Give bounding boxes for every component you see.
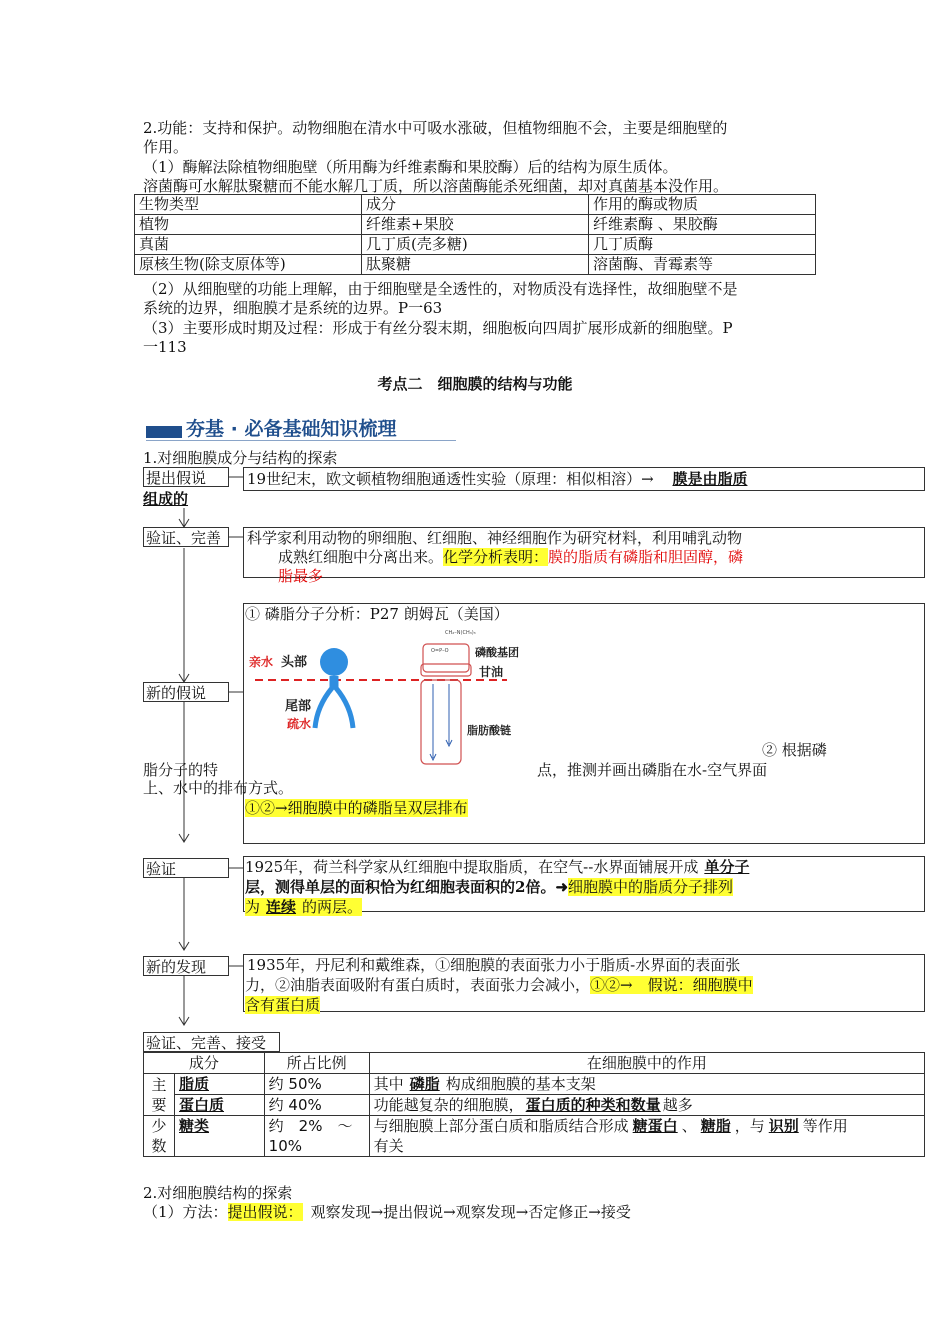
exp1935-line2: 力，②油脂表面吸附有蛋白质时，表面张力会减小，①②→ 假说：细胞膜中 bbox=[245, 976, 753, 994]
phospholipid-line3a: 脂分子的特 bbox=[143, 761, 219, 779]
phospholipid-conclusion: ①②→细胞膜中的磷脂呈双层排布 bbox=[245, 799, 468, 817]
exp1925-line2: 层，测得单层的面积恰为红细胞表面积的2倍。➜细胞膜中的脂质分子排列 bbox=[245, 878, 734, 896]
method-line: （1）方法：提出假说： 观察发现→提出假说→观察发现→否定修正→接受 bbox=[143, 1203, 631, 1221]
table-header: 在细胞膜中的作用 bbox=[369, 1053, 924, 1074]
table-cell: 肽聚糖 bbox=[362, 255, 589, 275]
table-header: 成分 bbox=[362, 195, 589, 215]
phospholipid-head bbox=[320, 648, 348, 676]
flow-label-new-finding: 新的发现 bbox=[143, 956, 229, 976]
table-cell: 原核生物(除支原体等) bbox=[135, 255, 362, 275]
formula-phosphate: O=P–O bbox=[431, 648, 449, 654]
membrane-composition-table bbox=[143, 1052, 925, 1157]
answer-lipid-cont: 组成的 bbox=[143, 490, 189, 508]
subsection2-title: 2.对细胞膜结构的探索 bbox=[143, 1184, 293, 1202]
label-phosphate: 磷酸基团 bbox=[475, 646, 519, 659]
table-row: 脂质 bbox=[175, 1074, 265, 1095]
table-header: 成分 bbox=[144, 1053, 265, 1074]
table-row: 蛋白质 bbox=[175, 1095, 265, 1116]
table-cell: 功能越复杂的细胞膜， 蛋白质的种类和数量 越多 bbox=[369, 1095, 924, 1116]
flow-label-new-hypothesis: 新的假说 bbox=[143, 682, 229, 702]
paragraph-function-cont: 作用。 bbox=[143, 138, 189, 156]
phospholipid-tail-left bbox=[315, 676, 332, 728]
group-minor: 少数 bbox=[144, 1116, 175, 1157]
section-title: 考点二 细胞膜的结构与功能 bbox=[377, 375, 573, 393]
table-cell: 真菌 bbox=[135, 235, 362, 255]
exp1925-line3: 为 连续 的两层。 bbox=[245, 898, 363, 916]
glycerol-box bbox=[421, 664, 471, 676]
formula-choline: CH₂–N(CH₃)₃ bbox=[445, 630, 476, 636]
table-cell: 几丁质(壳多糖) bbox=[362, 235, 589, 255]
paragraph-formation-cont: 一113 bbox=[143, 338, 187, 356]
label-tail: 尾部 bbox=[285, 699, 312, 714]
label-glycerol: 甘油 bbox=[479, 665, 504, 679]
table-header: 所占比例 bbox=[264, 1053, 369, 1074]
table-cell: 纤维素酶 、果胶酶 bbox=[589, 215, 816, 235]
table-cell: 溶菌酶、青霉素等 bbox=[589, 255, 816, 275]
table-header: 作用的酶或物质 bbox=[589, 195, 816, 215]
paragraph-function: 2.功能：支持和保护。动物细胞在清水中可吸水涨破，但植物细胞不会，主要是细胞壁的 bbox=[143, 119, 728, 137]
table-cell: 约 2% ～ 10% bbox=[264, 1116, 369, 1157]
subsection-title: 1.对细胞膜成分与结构的探索 bbox=[143, 449, 338, 467]
exp1935-line1: 1935年，丹尼利和戴维森，①细胞膜的表面张力小于脂质-水界面的表面张 bbox=[247, 956, 741, 974]
phospholipid-line1: ① 磷脂分子分析：P27 朗姆瓦（美国） bbox=[245, 605, 509, 623]
phospholipid-line2: ② 根据磷 bbox=[762, 741, 827, 759]
paragraph-permeability-cont: 系统的边界，细胞膜才是系统的边界。P一63 bbox=[143, 299, 443, 317]
overton-text: 19世纪末，欧文顿植物细胞通透性实验（原理：相似相溶）→ 膜是由脂质 bbox=[247, 470, 748, 488]
fatty-acid-box bbox=[421, 680, 461, 764]
verify-line2: 成熟红细胞中分离出来。化学分析表明：膜的脂质有磷脂和胆固醇，磷 bbox=[278, 548, 744, 566]
phospholipid-tail-right bbox=[336, 676, 353, 728]
label-hydrophobic: 疏水 bbox=[287, 717, 312, 731]
flow-label-verify: 验证、完善 bbox=[143, 527, 229, 547]
table-cell: 其中 磷脂 构成细胞膜的基本支架 bbox=[369, 1074, 924, 1095]
group-main: 主要 bbox=[144, 1074, 175, 1116]
table-cell: 植物 bbox=[135, 215, 362, 235]
verify-line1: 科学家利用动物的卵细胞、红细胞、神经细胞作为研究材料，利用哺乳动物 bbox=[247, 529, 743, 547]
label-fatty-acid: 脂肪酸链 bbox=[467, 724, 511, 737]
label-head: 头部 bbox=[281, 655, 308, 670]
label-hydrophilic: 亲水 bbox=[249, 655, 274, 669]
flow-label-hypothesis: 提出假说 bbox=[143, 467, 229, 487]
verify-line3: 脂最多 bbox=[278, 567, 324, 585]
table-cell: 约 40% bbox=[264, 1095, 369, 1116]
phospholipid-line3b: 点，推测并画出磷脂在水-空气界面 bbox=[537, 761, 768, 779]
phospholipid-line4: 上、水中的排布方式。 bbox=[143, 779, 294, 797]
exp1925-line1: 1925年，荷兰科学家从红细胞中提取脂质，在空气--水界面铺展开成 单分子 bbox=[245, 858, 750, 876]
table-cell: 约 50% bbox=[264, 1074, 369, 1095]
exp1935-line3: 含有蛋白质 bbox=[245, 996, 321, 1014]
flow-label-verification: 验证 bbox=[143, 858, 229, 878]
paragraph-permeability: （2）从细胞壁的功能上理解，由于细胞壁是全透性的，对物质没有选择性，故细胞壁不是 bbox=[143, 280, 738, 298]
paragraph-formation: （3）主要形成时期及过程：形成于有丝分裂末期，细胞板向四周扩展形成新的细胞壁。P bbox=[143, 319, 733, 337]
answer-lipid: 膜是由脂质 bbox=[672, 470, 748, 488]
phospholipid-diagram bbox=[245, 624, 535, 769]
flow-label-accept: 验证、完善、接受 bbox=[143, 1032, 280, 1052]
table-header: 生物类型 bbox=[135, 195, 362, 215]
table-cell: 几丁质酶 bbox=[589, 235, 816, 255]
table-cell: 与细胞膜上部分蛋白质和脂质结合形成 糖蛋白 、 糖脂 ，与 识别 等作用 有关 bbox=[369, 1116, 924, 1157]
table-row: 糖类 bbox=[175, 1116, 265, 1157]
table-cell: 纤维素+果胶 bbox=[362, 215, 589, 235]
banner-title: 夯基 · 必备基础知识梳理 bbox=[186, 418, 397, 440]
paragraph-lysozyme: 溶菌酶可水解肽聚糖而不能水解几丁质，所以溶菌酶能杀死细菌，却对真菌基本没作用。 bbox=[143, 177, 729, 195]
paragraph-enzyme: （1）酶解法除植物细胞壁（所用酶为纤维素酶和果胶酶）后的结构为原生质体。 bbox=[143, 158, 678, 176]
